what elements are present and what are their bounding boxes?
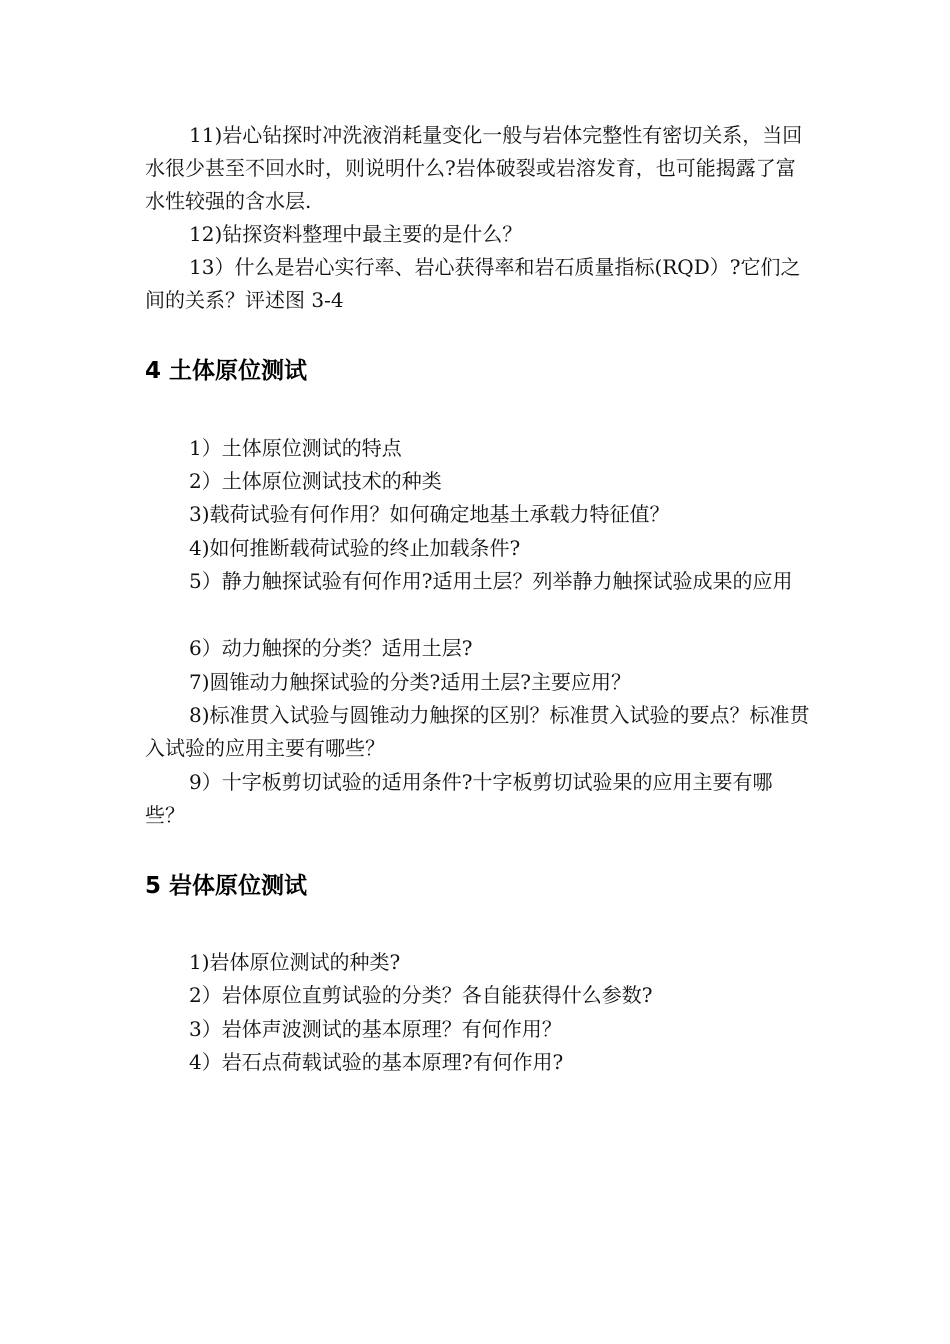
section-4-item-8: 8)标准贯入试验与圆锥动力触探的区别？标准贯入试验的要点？标准贯入试验的应用主要有哪些？ xyxy=(145,703,810,760)
section-4-item-7: 7)圆锥动力触探试验的分类?适用土层?主要应用？ xyxy=(189,670,631,694)
section-5-item-2: 2）岩体原位直剪试验的分类？各自能获得什么参数? xyxy=(189,983,653,1007)
section-4-item-9: 9）十字板剪切试验的适用条件?十字板剪切试验果的应用主要有哪些？ xyxy=(145,770,773,827)
section-5-item-4: 4）岩石点荷载试验的基本原理?有何作用? xyxy=(189,1050,564,1074)
section-5-item-3: 3）岩体声波测试的基本原理？有何作用？ xyxy=(189,1017,562,1041)
question-12: 12)钻探资料整理中最主要的是什么？ xyxy=(189,222,523,246)
section-4-item-5: 5）静力触探试验有何作用?适用土层？列举静力触探试验成果的应用 xyxy=(189,569,793,593)
section-4-heading: 4 土体原位测试 xyxy=(145,358,308,384)
section-4-item-6: 6）动力触探的分类？适用土层? xyxy=(189,636,473,660)
question-13: 13）什么是岩心实行率、岩心获得率和岩石质量指标(RQD）?它们之间的关系？评述图 3-4 xyxy=(145,255,801,312)
section-5-heading: 5 岩体原位测试 xyxy=(145,873,308,899)
question-11: 11)岩心钻探时冲洗液消耗量变化一般与岩体完整性有密切关系，当回水很少甚至不回水时，则说明什么?岩体破裂或岩溶发育，也可能揭露了富水性较强的含水层. xyxy=(145,123,803,213)
section-4-item-2: 2）土体原位测试技术的种类 xyxy=(189,469,442,493)
section-5-item-1: 1)岩体原位测试的种类? xyxy=(189,950,401,974)
section-4-item-4: 4)如何推断载荷试验的终止加载条件? xyxy=(189,536,521,560)
section-4-item-3: 3)载荷试验有何作用？如何确定地基土承载力特征值？ xyxy=(189,502,670,526)
section-4-item-1: 1）土体原位测试的特点 xyxy=(189,436,402,460)
